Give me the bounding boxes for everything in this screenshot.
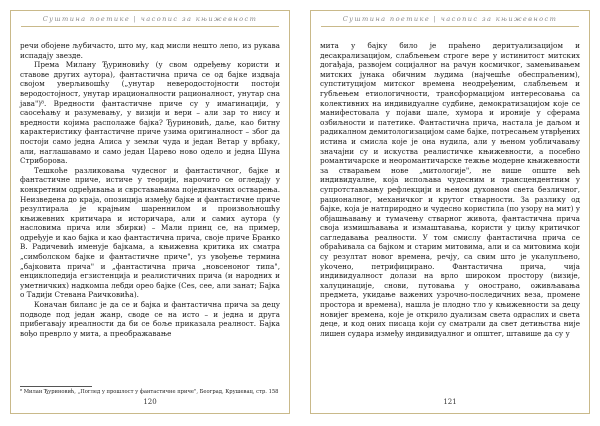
running-head: Суштина поетике | часопис за књижевност [42,15,258,23]
left-page [10,10,290,414]
paragraph: Коначан биланс је да се и бајка и фантастична прича за децу подводе под један жанр, своде се на исто – и једна и друга прибегавају иреалности да би се боље приказала реалност. Бајка вођо преврло у мита, а преображавање [20,300,280,338]
right-page [310,10,590,414]
paragraph: Тешкоће разликовања чудесног и фантастичног, бајке и фантастичне приче, истиче у теорији, нарочито се огледају у конкретним одређивања и сврставањима појединачних остварења. Неизведена до краја, опозиција између бајке и фантастичне приче резултирала је крајњим шареннилом и произвољношћу књижевних критичара и историчара, али и самих аутора (у насловима прича или збирки) – Мали принц се, на пример, одређује и као бајка и као фантастична прича, своје приче Бранко В. Радичевић именује бајкама, а књижевна критика их смaтра „симболском бајке и фантастичне приче", уз увођење термина „бајковита прича" и „фантастична прича „новсеноног типа", енциклопедија егзистенција и реалистичних прича (и народних и уметничких) надкомпа лебди орео бајке (Сеs, сее, али занат; Бајка о Тадији Стевана Раичковића). [20,165,280,300]
footnote-divider [20,386,92,387]
page-number: 120 [143,398,157,406]
footnote: ⁸ Милан Ђуриновић, „Поглед у прошлост у фантастичне приче", Београд, Крушевац, стр. 158 [20,389,279,395]
header-divider [21,26,279,27]
page-number: 121 [443,398,457,406]
paragraph: речи обојене љубичасто, што му, кад мисли нешто лепо, из рукава испадају звезде. [20,41,280,60]
paragraph: мита у бајку било је праћено деритуализацијом и деcакрализацијом, слабљењем строге вере у истинитост митских догађаја, развојем социјалног на рачун космичког, замењивањем митских јунака обичним људима (најчешће обеспраљеним), супституцијом митског времена неодређеним, слабљењем и губљењем етиологичности, трансформацијом интересовања са колективних на индивидуалне судбине, демократизацијом које се манифестовала у појави шале, хумора и ироније у сферама озбиљности и патетике. Фантастична прича, настала је даљом и радикалном демитологизацијом саме бајке, потресањем утврђених истина и смисла које је она нудила, али у њеном уобличавању значајни су и искуства реалистичке књижевности, а посебно романтичарске и неоромантичарске тежње модерне књижевности за стварањем нове „митологије", не више опште већ индивидуалне, која испољава чудесним и трансцендентним у супротстављању рефлекцији и њеном духовном свeта безличног, рационалног, механичког и крутог стварности. За разлику од бајке, која је натприродно и чудесно користила (по узору на мит) у објашњавању и тумачењу стварног живота, фантастична прича своја измишљавања и измаштавања, користи у циљу критичког сагледавања реалности. У том смислу фантастична прича се обраћивала са бајком и старим митовима, али и са митовима који су резултат новог времена, речју, са свим што је укалупљено, уkочено, петрифицирано. Фантастична прича, чија индивидуалност долази на врло широком простору (визије, халуцинације, снови, путовања у оностранo, оживљавања предмета, укидање важених узрочно-последичних веза, промене простора и времена), нашла је плодно тло у књижевности за децу новијег времена, које је открило дуализам света одраслих и света деце, и код оних писаца који су сматрали да свет детињства није лишен судара између индивидуалног и општег, штавише да су у [320,41,580,338]
body-text [320,41,580,338]
header-divider [321,26,579,27]
running-head: Суштина поетике | часопис за књижевност [342,15,558,23]
body-text [20,41,280,338]
paragraph: Према Милану Ђуриновићу (у свом одређењу користи и ставове других аутора), фантастична прича се од бајке издваја својом уверљивошћу („унутар неверодостојности постоји веродостојност, унутар ирационалности рационалност, унутар сна јава")⁸. Вредности фантастичне приче су у имагинацији, у сaoсећању и разумевању, у визији и вери – али зар то нису и вредности којима располаже бајка? Ђуриновић, даље, као битну карактеристику фантастичне приче узима оригиналност – због да постоји само једна Алиса у земљи чуда и један Ветар у врбаку, али, наглашавамо и само један Царево ново одело и једна Шуна Стриборова. [20,60,280,166]
